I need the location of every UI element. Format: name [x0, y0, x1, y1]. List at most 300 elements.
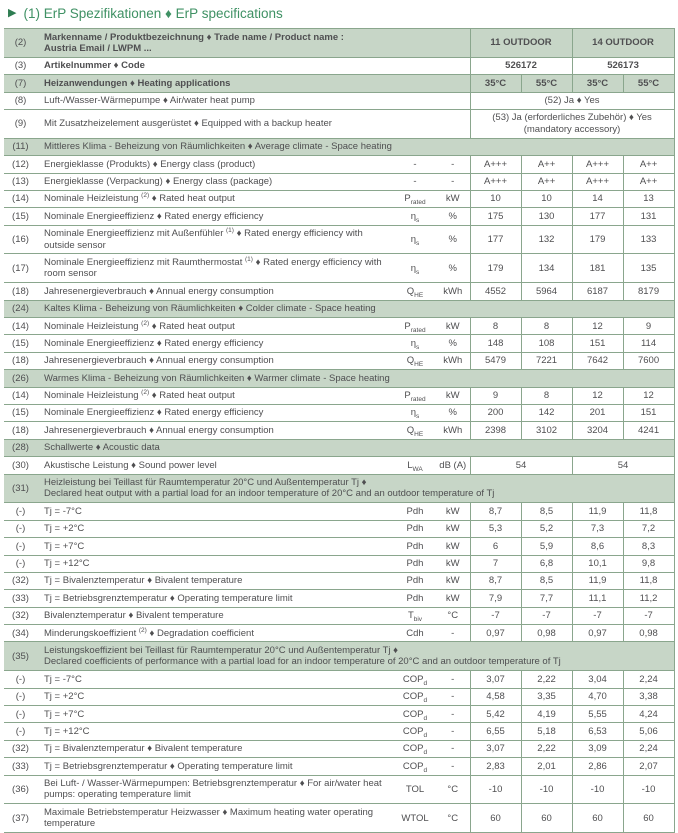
section-title: Heizleistung bei Teillast für Raumtemperatur 20°C und Außentemperatur Tj ♦ Declared heat output with a partial load for an indoor temperature of 20°C and an outdoor temperature of Tj — [38, 474, 674, 503]
row-code: (33) — [4, 758, 38, 775]
symbol-cell: $\eta_s$ — [394, 254, 436, 283]
value-cell: 8,7 — [470, 503, 521, 520]
table-row — [4, 225, 674, 254]
symbol-cell: - — [394, 173, 436, 190]
value-cell: 201 — [572, 404, 623, 421]
symbol-cell: Pdh — [394, 538, 436, 555]
value-cell: 2,22 — [521, 671, 572, 688]
unit-cell: °C — [436, 775, 470, 804]
symbol-cell: Cdh — [394, 625, 436, 642]
value-cell: 3204 — [572, 422, 623, 439]
table-row — [4, 29, 674, 58]
row-description: Nominale Heizleistung $^{(2)}$ ♦ Rated heat output — [38, 318, 394, 335]
row-code: (-) — [4, 671, 38, 688]
row-code: (13) — [4, 173, 38, 190]
table-row — [4, 538, 674, 555]
row-code: (24) — [4, 300, 38, 317]
value-cell: 4,70 — [572, 688, 623, 705]
value-cell: 7,9 — [470, 590, 521, 607]
value-cell: 114 — [623, 335, 674, 352]
table-row — [4, 335, 674, 352]
value-cell: 10 — [470, 190, 521, 207]
value-cell: 151 — [572, 335, 623, 352]
row-code: (9) — [4, 109, 38, 138]
value-cell: 6,53 — [572, 723, 623, 740]
table-row — [4, 387, 674, 404]
row-code: (12) — [4, 156, 38, 173]
unit-cell: °C — [436, 804, 470, 833]
row-description: Nominale Heizleistung $^{(2)}$ ♦ Rated heat output — [38, 190, 394, 207]
row-description: Jahresenergieverbrauch ♦ Annual energy consumption — [38, 283, 394, 300]
section-arrow-icon: ▶ — [8, 7, 17, 19]
symbol-cell: Pdh — [394, 520, 436, 537]
row-code: (33) — [4, 590, 38, 607]
value-cell: 3,09 — [572, 740, 623, 757]
row-code: (14) — [4, 318, 38, 335]
symbol-cell: WTOL — [394, 804, 436, 833]
value-cell: 0,98 — [623, 625, 674, 642]
unit-cell: kW — [436, 538, 470, 555]
symbol-cell: $Q_{HE}$ — [394, 352, 436, 369]
row-code: (18) — [4, 422, 38, 439]
value-cell: 7600 — [623, 352, 674, 369]
row-description: Nominale Energieeffizienz mit Raumthermostat $^{(1)}$ ♦ Rated energy efficiency with room sensor — [38, 254, 394, 283]
value-cell: 181 — [572, 254, 623, 283]
value-cell: 175 — [470, 208, 521, 225]
value-cell: 4241 — [623, 422, 674, 439]
value-cell: 11,9 — [572, 572, 623, 589]
section-row — [4, 300, 674, 317]
value-cell: 177 — [470, 225, 521, 254]
value-cell: 142 — [521, 404, 572, 421]
value-cell: 135 — [623, 254, 674, 283]
value-cell: 8,5 — [521, 503, 572, 520]
value-cell: 5,9 — [521, 538, 572, 555]
section-title: Schallwerte ♦ Acoustic data — [38, 439, 674, 456]
symbol-cell: - — [394, 156, 436, 173]
row-description: Energieklasse (Produkts) ♦ Energy class (product) — [38, 156, 394, 173]
value-cell: 2398 — [470, 422, 521, 439]
symbol-cell: $P_{rated}$ — [394, 318, 436, 335]
row-code: (7) — [4, 75, 38, 92]
value-cell: 5,2 — [521, 520, 572, 537]
symbol-cell: $Q_{HE}$ — [394, 283, 436, 300]
symbol-cell: Pdh — [394, 503, 436, 520]
value-cell: -7 — [572, 607, 623, 624]
row-code: (32) — [4, 740, 38, 757]
unit-cell: kW — [436, 318, 470, 335]
value-cell: -7 — [470, 607, 521, 624]
table-row — [4, 254, 674, 283]
unit-cell: - — [436, 758, 470, 775]
value-cell: 6 — [470, 538, 521, 555]
table-row — [4, 318, 674, 335]
value-cell: 4,58 — [470, 688, 521, 705]
table-row — [4, 109, 674, 138]
value-cell: 60 — [470, 804, 521, 833]
value-cell: 2,22 — [521, 740, 572, 757]
section-title: Mittleres Klima - Beheizung von Räumlichkeiten ♦ Average climate - Space heating — [38, 138, 674, 155]
value-cell: 7 — [470, 555, 521, 572]
table-row — [4, 590, 674, 607]
value-cell: 11,8 — [623, 572, 674, 589]
value-cell: 35°C — [470, 75, 521, 92]
value-cell: 14 OUTDOOR — [572, 29, 674, 58]
value-cell: 0,97 — [572, 625, 623, 642]
row-code: (14) — [4, 387, 38, 404]
value-cell: A++ — [623, 156, 674, 173]
symbol-cell: $COP_d$ — [394, 688, 436, 705]
value-cell: 6187 — [572, 283, 623, 300]
row-description: Tj = +2°C — [38, 520, 394, 537]
table-row — [4, 572, 674, 589]
table-row — [4, 173, 674, 190]
row-code: (-) — [4, 688, 38, 705]
table-row — [4, 422, 674, 439]
value-cell: A++ — [521, 173, 572, 190]
value-cell: 7,3 — [572, 520, 623, 537]
value-cell: 2,24 — [623, 671, 674, 688]
table-row — [4, 503, 674, 520]
row-code: (28) — [4, 439, 38, 456]
unit-cell: - — [436, 156, 470, 173]
value-cell: 3,04 — [572, 671, 623, 688]
value-cell: 3,35 — [521, 688, 572, 705]
value-cell: -10 — [572, 775, 623, 804]
table-row — [4, 607, 674, 624]
row-description: Tj = +7°C — [38, 706, 394, 723]
table-row — [4, 775, 674, 804]
value-cell: 200 — [470, 404, 521, 421]
unit-cell: - — [436, 173, 470, 190]
row-description: Nominale Heizleistung $^{(2)}$ ♦ Rated heat output — [38, 387, 394, 404]
row-description: Tj = +12°C — [38, 723, 394, 740]
value-cell: 132 — [521, 225, 572, 254]
row-description: Markenname / Produktbezeichnung ♦ Trade name / Product name : Austria Email / LWPM ... — [38, 29, 470, 58]
value-cell: 8 — [521, 387, 572, 404]
value-cell: 10 — [521, 190, 572, 207]
value-cell: 2,01 — [521, 758, 572, 775]
unit-cell: - — [436, 625, 470, 642]
row-description: Jahresenergieverbrauch ♦ Annual energy consumption — [38, 422, 394, 439]
row-description: Nominale Energieeffizienz mit Außenfühler $^{(1)}$ ♦ Rated energy efficiency with outside sensor — [38, 225, 394, 254]
value-cell: A++ — [623, 173, 674, 190]
value-cell: 7,2 — [623, 520, 674, 537]
row-code: (-) — [4, 538, 38, 555]
unit-cell: % — [436, 404, 470, 421]
row-code: (18) — [4, 352, 38, 369]
row-code: (30) — [4, 457, 38, 474]
symbol-cell: $COP_d$ — [394, 758, 436, 775]
value-cell: 3,38 — [623, 688, 674, 705]
table-row — [4, 457, 674, 474]
row-description: Mit Zusatzheizelement ausgerüstet ♦ Equipped with a backup heater — [38, 109, 470, 138]
row-description: Tj = Bivalenztemperatur ♦ Bivalent temperature — [38, 572, 394, 589]
value-cell: -7 — [623, 607, 674, 624]
value-cell: 8179 — [623, 283, 674, 300]
value-cell: 9,8 — [623, 555, 674, 572]
unit-cell: kWh — [436, 352, 470, 369]
table-row — [4, 706, 674, 723]
symbol-cell: $COP_d$ — [394, 671, 436, 688]
table-row — [4, 156, 674, 173]
row-description: Artikelnummer ♦ Code — [38, 57, 470, 74]
value-cell: 8 — [521, 318, 572, 335]
value-cell: 60 — [521, 804, 572, 833]
row-description: Jahresenergieverbrauch ♦ Annual energy consumption — [38, 352, 394, 369]
value-cell: 8,6 — [572, 538, 623, 555]
value-cell: 7221 — [521, 352, 572, 369]
row-description: Akustische Leistung ♦ Sound power level — [38, 457, 394, 474]
value-cell: 8,5 — [521, 572, 572, 589]
value-cell: A+++ — [470, 156, 521, 173]
row-code: (26) — [4, 370, 38, 387]
value-cell: 54 — [572, 457, 674, 474]
symbol-cell: $\eta_s$ — [394, 404, 436, 421]
row-description: Tj = +12°C — [38, 555, 394, 572]
table-row — [4, 723, 674, 740]
section-title: Warmes Klima - Beheizung von Räumlichkeiten ♦ Warmer climate - Space heating — [38, 370, 674, 387]
value-cell: 151 — [623, 404, 674, 421]
value-cell: 6,8 — [521, 555, 572, 572]
section-title: Kaltes Klima - Beheizung von Räumlichkeiten ♦ Colder climate - Space heating — [38, 300, 674, 317]
unit-cell: kW — [436, 503, 470, 520]
section-row — [4, 370, 674, 387]
unit-cell: kW — [436, 190, 470, 207]
symbol-cell: Pdh — [394, 572, 436, 589]
symbol-cell: $\eta_s$ — [394, 208, 436, 225]
value-cell: 13 — [623, 190, 674, 207]
value-cell: 7642 — [572, 352, 623, 369]
unit-cell: dB (A) — [436, 457, 470, 474]
table-row — [4, 92, 674, 109]
row-code: (32) — [4, 607, 38, 624]
table-row — [4, 352, 674, 369]
symbol-cell: $COP_d$ — [394, 706, 436, 723]
value-cell: 8 — [470, 318, 521, 335]
value-cell: 130 — [521, 208, 572, 225]
table-row — [4, 625, 674, 642]
value-cell: A++ — [521, 156, 572, 173]
value-cell: 177 — [572, 208, 623, 225]
value-cell: 0,98 — [521, 625, 572, 642]
section-row — [4, 439, 674, 456]
section-row — [4, 138, 674, 155]
row-description: Bivalenztemperatur ♦ Bivalent temperature — [38, 607, 394, 624]
value-cell: 5964 — [521, 283, 572, 300]
unit-cell: - — [436, 688, 470, 705]
row-description: Nominale Energieeffizienz ♦ Rated energy efficiency — [38, 208, 394, 225]
unit-cell: °C — [436, 607, 470, 624]
row-description: Heizanwendungen ♦ Heating applications — [38, 75, 470, 92]
table-row — [4, 57, 674, 74]
value-cell: 55°C — [623, 75, 674, 92]
row-description: Tj = -7°C — [38, 503, 394, 520]
table-row — [4, 404, 674, 421]
unit-cell: kWh — [436, 283, 470, 300]
row-code: (16) — [4, 225, 38, 254]
unit-cell: kW — [436, 555, 470, 572]
row-code: (-) — [4, 723, 38, 740]
row-code: (35) — [4, 642, 38, 671]
value-cell: 148 — [470, 335, 521, 352]
unit-cell: % — [436, 225, 470, 254]
value-cell: 35°C — [572, 75, 623, 92]
erp-spec-table — [4, 28, 675, 833]
unit-cell: kW — [436, 387, 470, 404]
value-cell: 0,97 — [470, 625, 521, 642]
value-cell: 4,19 — [521, 706, 572, 723]
value-cell: A+++ — [470, 173, 521, 190]
row-code: (-) — [4, 520, 38, 537]
value-cell: 11,8 — [623, 503, 674, 520]
value-cell: 11,2 — [623, 590, 674, 607]
value-cell: -7 — [521, 607, 572, 624]
unit-cell: - — [436, 740, 470, 757]
row-description: Tj = +7°C — [38, 538, 394, 555]
value-cell: 526172 — [470, 57, 572, 74]
value-cell: 5,42 — [470, 706, 521, 723]
row-code: (15) — [4, 335, 38, 352]
value-cell: 526173 — [572, 57, 674, 74]
row-code: (18) — [4, 283, 38, 300]
symbol-cell: TOL — [394, 775, 436, 804]
value-cell: 134 — [521, 254, 572, 283]
table-row — [4, 555, 674, 572]
value-cell: 3,07 — [470, 671, 521, 688]
value-cell: 179 — [572, 225, 623, 254]
value-cell: 54 — [470, 457, 572, 474]
row-code: (8) — [4, 92, 38, 109]
value-cell: 7,7 — [521, 590, 572, 607]
row-code: (15) — [4, 208, 38, 225]
unit-cell: kW — [436, 520, 470, 537]
value-cell: 60 — [572, 804, 623, 833]
symbol-cell: $T_{biv}$ — [394, 607, 436, 624]
table-row — [4, 804, 674, 833]
table-row — [4, 190, 674, 207]
row-code: (-) — [4, 706, 38, 723]
value-cell: 3,07 — [470, 740, 521, 757]
unit-cell: % — [436, 208, 470, 225]
row-code: (3) — [4, 57, 38, 74]
symbol-cell: $Q_{HE}$ — [394, 422, 436, 439]
unit-cell: kW — [436, 590, 470, 607]
unit-cell: - — [436, 671, 470, 688]
section-row — [4, 642, 674, 671]
section-row — [4, 474, 674, 503]
value-cell: 3102 — [521, 422, 572, 439]
value-cell: 5,3 — [470, 520, 521, 537]
value-cell: 179 — [470, 254, 521, 283]
table-row — [4, 758, 674, 775]
value-cell: A+++ — [572, 173, 623, 190]
row-description: Minderungskoeffizient $^{(2)}$ ♦ Degradation coefficient — [38, 625, 394, 642]
row-description: Tj = Betriebsgrenztemperatur ♦ Operating temperature limit — [38, 758, 394, 775]
symbol-cell: Pdh — [394, 590, 436, 607]
row-description: Bei Luft- / Wasser-Wärmepumpen: Betriebsgrenztemperatur ♦ For air/water heat pumps: operating temperature limit — [38, 775, 394, 804]
symbol-cell: $\eta_s$ — [394, 225, 436, 254]
value-cell: 9 — [470, 387, 521, 404]
row-description: Energieklasse (Verpackung) ♦ Energy class (package) — [38, 173, 394, 190]
page-title — [8, 6, 678, 21]
unit-cell: % — [436, 335, 470, 352]
symbol-cell: $P_{rated}$ — [394, 190, 436, 207]
symbol-cell: $COP_d$ — [394, 723, 436, 740]
value-cell: 131 — [623, 208, 674, 225]
value-cell: 12 — [572, 318, 623, 335]
value-cell: 4552 — [470, 283, 521, 300]
value-cell: -10 — [470, 775, 521, 804]
value-cell: A+++ — [572, 156, 623, 173]
value-cell: 5,06 — [623, 723, 674, 740]
row-code: (14) — [4, 190, 38, 207]
value-cell: 5,55 — [572, 706, 623, 723]
row-code: (11) — [4, 138, 38, 155]
table-row — [4, 75, 674, 92]
row-code: (37) — [4, 804, 38, 833]
table-row — [4, 208, 674, 225]
value-cell: 5,18 — [521, 723, 572, 740]
page-title-text: (1) ErP Spezifikationen ♦ ErP specifications — [23, 6, 283, 21]
value-cell: 11,9 — [572, 503, 623, 520]
row-code: (32) — [4, 572, 38, 589]
value-cell: 11,1 — [572, 590, 623, 607]
row-description: Tj = +2°C — [38, 688, 394, 705]
row-code: (2) — [4, 29, 38, 58]
symbol-cell: Pdh — [394, 555, 436, 572]
unit-cell: - — [436, 706, 470, 723]
symbol-cell: $P_{rated}$ — [394, 387, 436, 404]
value-cell: 2,07 — [623, 758, 674, 775]
value-cell: 133 — [623, 225, 674, 254]
value-cell: -10 — [521, 775, 572, 804]
value-cell: 55°C — [521, 75, 572, 92]
value-cell: 5479 — [470, 352, 521, 369]
unit-cell: - — [436, 723, 470, 740]
row-code: (-) — [4, 555, 38, 572]
row-code: (17) — [4, 254, 38, 283]
table-row — [4, 283, 674, 300]
row-description: Nominale Energieeffizienz ♦ Rated energy efficiency — [38, 404, 394, 421]
symbol-cell: $COP_d$ — [394, 740, 436, 757]
value-cell: 60 — [623, 804, 674, 833]
unit-cell: kW — [436, 572, 470, 589]
row-description: Tj = Betriebsgrenztemperatur ♦ Operating temperature limit — [38, 590, 394, 607]
table-row — [4, 520, 674, 537]
table-row — [4, 740, 674, 757]
row-code: (34) — [4, 625, 38, 642]
value-cell: 8,3 — [623, 538, 674, 555]
symbol-cell: $\eta_s$ — [394, 335, 436, 352]
row-description: Nominale Energieeffizienz ♦ Rated energy efficiency — [38, 335, 394, 352]
section-title: Leistungskoeffizient bei Teillast für Raumtemperatur 20°C und Außentemperatur Tj ♦ Declared coefficients of performance with a partial load for an indoor temperature of 20°C and an outdoor temperature of Tj — [38, 642, 674, 671]
value-cell: (52) Ja ♦ Yes — [470, 92, 674, 109]
table-row — [4, 688, 674, 705]
value-cell: 2,86 — [572, 758, 623, 775]
row-code: (-) — [4, 503, 38, 520]
value-cell: 12 — [623, 387, 674, 404]
row-code: (31) — [4, 474, 38, 503]
value-cell: 2,24 — [623, 740, 674, 757]
value-cell: 108 — [521, 335, 572, 352]
value-cell: 6,55 — [470, 723, 521, 740]
value-cell: 12 — [572, 387, 623, 404]
value-cell: (53) Ja (erforderliches Zubehör) ♦ Yes (mandatory accessory) — [470, 109, 674, 138]
table-row — [4, 671, 674, 688]
value-cell: 4,24 — [623, 706, 674, 723]
value-cell: 11 OUTDOOR — [470, 29, 572, 58]
